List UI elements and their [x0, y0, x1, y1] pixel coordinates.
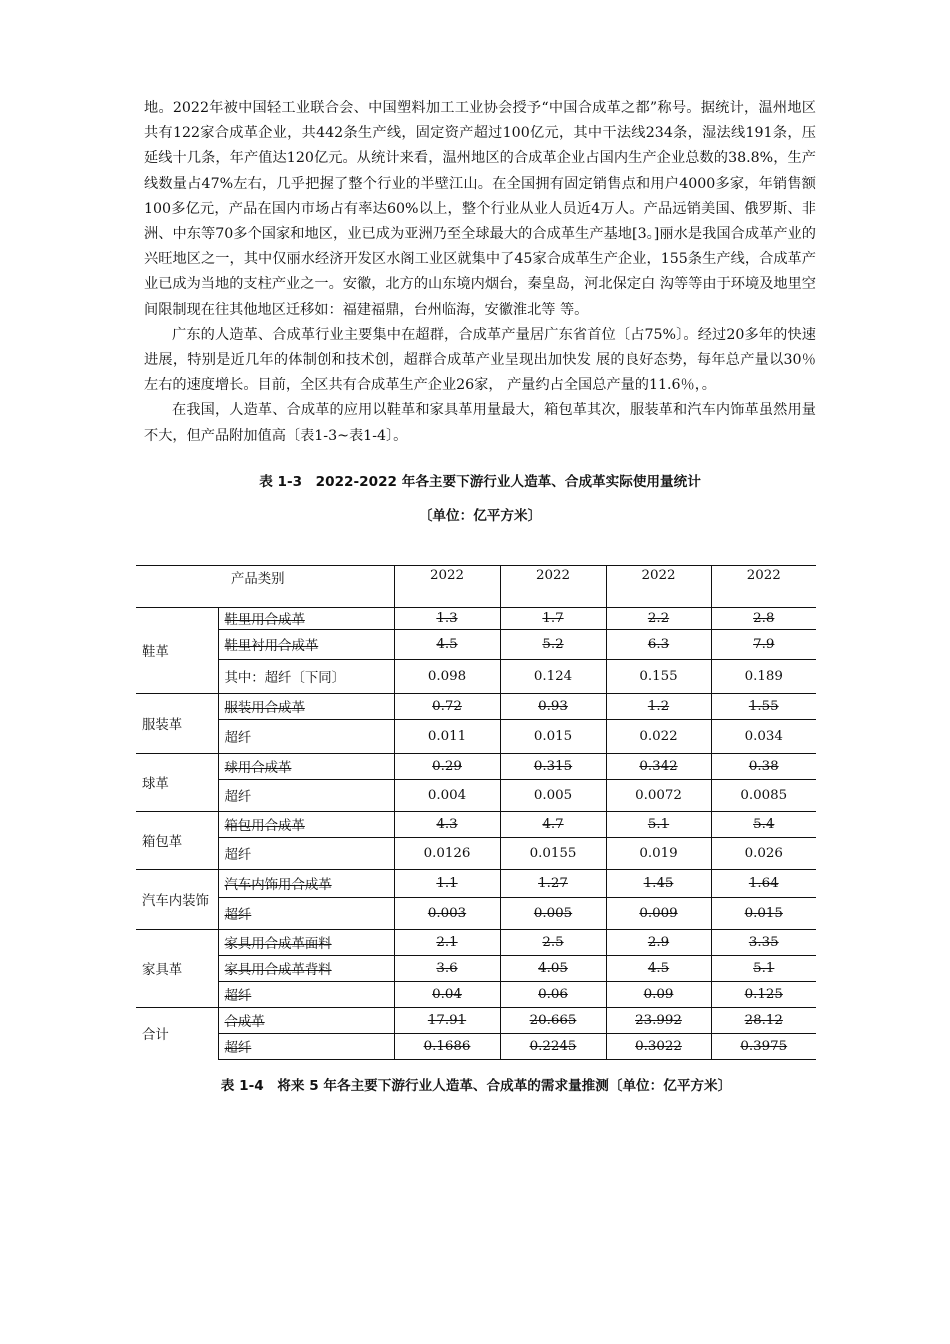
value-cell: 0.3975: [711, 1034, 816, 1060]
header-label: 产品类别: [136, 566, 394, 608]
value-cell: 2.8: [711, 608, 816, 630]
value-cell: 2.2: [606, 608, 711, 630]
product-type-cell: 超纤: [218, 1034, 394, 1060]
category-cell: 合计: [136, 1008, 218, 1060]
value-cell: 0.29: [394, 754, 500, 780]
table-row: [136, 780, 816, 812]
category-cell: 鞋革: [136, 608, 218, 694]
table-row: [136, 630, 816, 660]
product-type-cell: 超纤: [218, 838, 394, 870]
value-cell: 5.2: [500, 630, 606, 660]
value-cell: 0.124: [500, 660, 606, 694]
value-cell: 0.034: [711, 720, 816, 754]
value-cell: 0.005: [500, 780, 606, 812]
year-header: 2022: [394, 566, 500, 608]
product-type-cell: 汽车内饰用合成革: [218, 870, 394, 898]
product-type-cell: 其中：超纤〔下同〕: [218, 660, 394, 694]
paragraph: 在我国，人造革、合成革的应用以鞋革和家具革用量最大，箱包革其次，服装革和汽车内饰革虽然用量不大，但产品附加值高〔表1-3~表1-4〕。: [144, 402, 816, 444]
value-cell: 5.4: [711, 812, 816, 838]
table-caption: 表 1-3 2022-2022 年各主要下游行业人造革、合成革实际使用量统计: [259, 473, 701, 490]
value-cell: 4.05: [500, 956, 606, 982]
value-cell: 0.1686: [394, 1034, 500, 1060]
value-cell: 6.3: [606, 630, 711, 660]
table-caption: 表 1-4 将来 5 年各主要下游行业人造革、合成革的需求量推测〔单位：亿平方米〕: [220, 1078, 732, 1094]
product-type-cell: 家具用合成革面料: [218, 930, 394, 956]
product-type-cell: 超纤: [218, 982, 394, 1008]
value-cell: 5.1: [606, 812, 711, 838]
paragraph: 广东的人造革、合成革行业主要集中在超群，合成革产量居广东省首位〔占75%〕。经过20多年的快速进展，特别是近几年的体制创和技术创，超群合成革产业呈现出加快发 展的良好态势，每年总产量以30％左右的速度增长。目前，全区共有合成革生产企业26家， 产量约占全国总产量的11.6％，。: [144, 326, 816, 394]
value-cell: 0.189: [711, 660, 816, 694]
category-cell: 汽车内装饰: [136, 870, 218, 930]
table-row: [136, 898, 816, 930]
value-cell: 0.3022: [606, 1034, 711, 1060]
value-cell: 7.9: [711, 630, 816, 660]
table-row: [136, 608, 816, 630]
value-cell: 17.91: [394, 1008, 500, 1034]
category-cell: 箱包革: [136, 812, 218, 870]
value-cell: 0.315: [500, 754, 606, 780]
product-type-cell: 合成革: [218, 1008, 394, 1034]
product-type-cell: 服装用合成革: [218, 694, 394, 720]
value-cell: 0.72: [394, 694, 500, 720]
product-type-cell: 超纤: [218, 720, 394, 754]
product-type-cell: 鞋里用合成革: [218, 608, 394, 630]
year-header: 2022: [500, 566, 606, 608]
category-cell: 家具革: [136, 930, 218, 1008]
year-header: 2022: [711, 566, 816, 608]
table-row: [136, 838, 816, 870]
table-row: [136, 812, 816, 838]
value-cell: 0.04: [394, 982, 500, 1008]
table-header-row: [136, 566, 816, 608]
value-cell: 0.009: [606, 898, 711, 930]
value-cell: 0.125: [711, 982, 816, 1008]
value-cell: 3.6: [394, 956, 500, 982]
value-cell: 2.5: [500, 930, 606, 956]
value-cell: 0.0072: [606, 780, 711, 812]
product-type-cell: 箱包用合成革: [218, 812, 394, 838]
table-row: [136, 694, 816, 720]
value-cell: 0.022: [606, 720, 711, 754]
table-row: [136, 956, 816, 982]
table-row: [136, 870, 816, 898]
table-row: [136, 930, 816, 956]
value-cell: 1.45: [606, 870, 711, 898]
table-row: [136, 754, 816, 780]
product-type-cell: 家具用合成革背料: [218, 956, 394, 982]
value-cell: 20.665: [500, 1008, 606, 1034]
value-cell: 1.3: [394, 608, 500, 630]
value-cell: 0.098: [394, 660, 500, 694]
value-cell: 0.015: [711, 898, 816, 930]
table-row: [136, 1008, 816, 1034]
table-row: [136, 1034, 816, 1060]
table-row: [136, 720, 816, 754]
value-cell: 28.12: [711, 1008, 816, 1034]
value-cell: 4.5: [394, 630, 500, 660]
value-cell: 3.35: [711, 930, 816, 956]
value-cell: 0.005: [500, 898, 606, 930]
value-cell: 0.93: [500, 694, 606, 720]
value-cell: 0.09: [606, 982, 711, 1008]
value-cell: 2.1: [394, 930, 500, 956]
value-cell: 0.004: [394, 780, 500, 812]
document-body: [144, 96, 816, 524]
value-cell: 1.27: [500, 870, 606, 898]
year-header: 2022: [606, 566, 711, 608]
paragraph: 地。2022年被中国轻工业联合会、中国塑料加工工业协会授予“中国合成革之都”称号。据统计，温州地区共有122家合成革企业，共442条生产线，固定资产超过100亿元，其中干法线234条，湿法线191条，压延线十几条，年产值达120亿元。从统计来看，温州地区的合成革企业占国内生产企业总数的38.8%，生产线数量占47%左右，几乎把握了整个行业的半壁江山。在全国拥有固定销售点和用户4000多家，年销售额100多亿元，产品在国内市场占有率达60%以上，整个行业从业人员近4万人。产品远销美国、俄罗斯、非洲、中东等70多个国家和地区，业已成为亚洲乃至全球最大的合成革生产基地[3。]丽水是我国合成革产业的兴旺地区之一，其中仅丽水经济开发区水阁工业区就集中了45家合成革生产企业，155条生产线，合成革产业已成为当地的支柱产业之一。安徽，北方的山东境内烟台，秦皇岛，河北保定白 沟等等由于环境及地里空间限制现在往其他地区迁移如：福建福鼎，台州临海，安徽淮北等 等。: [144, 100, 816, 318]
value-cell: 0.003: [394, 898, 500, 930]
value-cell: 1.2: [606, 694, 711, 720]
value-cell: 0.015: [500, 720, 606, 754]
value-cell: 0.2245: [500, 1034, 606, 1060]
value-cell: 1.1: [394, 870, 500, 898]
value-cell: 0.011: [394, 720, 500, 754]
category-cell: 服装革: [136, 694, 218, 754]
value-cell: 5.1: [711, 956, 816, 982]
value-cell: 1.55: [711, 694, 816, 720]
value-cell: 0.0085: [711, 780, 816, 812]
value-cell: 1.64: [711, 870, 816, 898]
value-cell: 0.342: [606, 754, 711, 780]
product-type-cell: 球用合成革: [218, 754, 394, 780]
value-cell: 0.0155: [500, 838, 606, 870]
table-unit: 〔单位：亿平方米〕: [418, 507, 542, 524]
value-cell: 4.3: [394, 812, 500, 838]
value-cell: 0.155: [606, 660, 711, 694]
value-cell: 23.992: [606, 1008, 711, 1034]
product-type-cell: 鞋里衬用合成革: [218, 630, 394, 660]
value-cell: 0.0126: [394, 838, 500, 870]
product-type-cell: 超纤: [218, 898, 394, 930]
value-cell: 1.7: [500, 608, 606, 630]
value-cell: 0.06: [500, 982, 606, 1008]
value-cell: 4.7: [500, 812, 606, 838]
table-row: [136, 982, 816, 1008]
table-row: [136, 660, 816, 694]
value-cell: 2.9: [606, 930, 711, 956]
category-cell: 球革: [136, 754, 218, 812]
value-cell: 0.38: [711, 754, 816, 780]
product-type-cell: 超纤: [218, 780, 394, 812]
value-cell: 0.019: [606, 838, 711, 870]
value-cell: 4.5: [606, 956, 711, 982]
value-cell: 0.026: [711, 838, 816, 870]
usage-table: [136, 565, 816, 1060]
